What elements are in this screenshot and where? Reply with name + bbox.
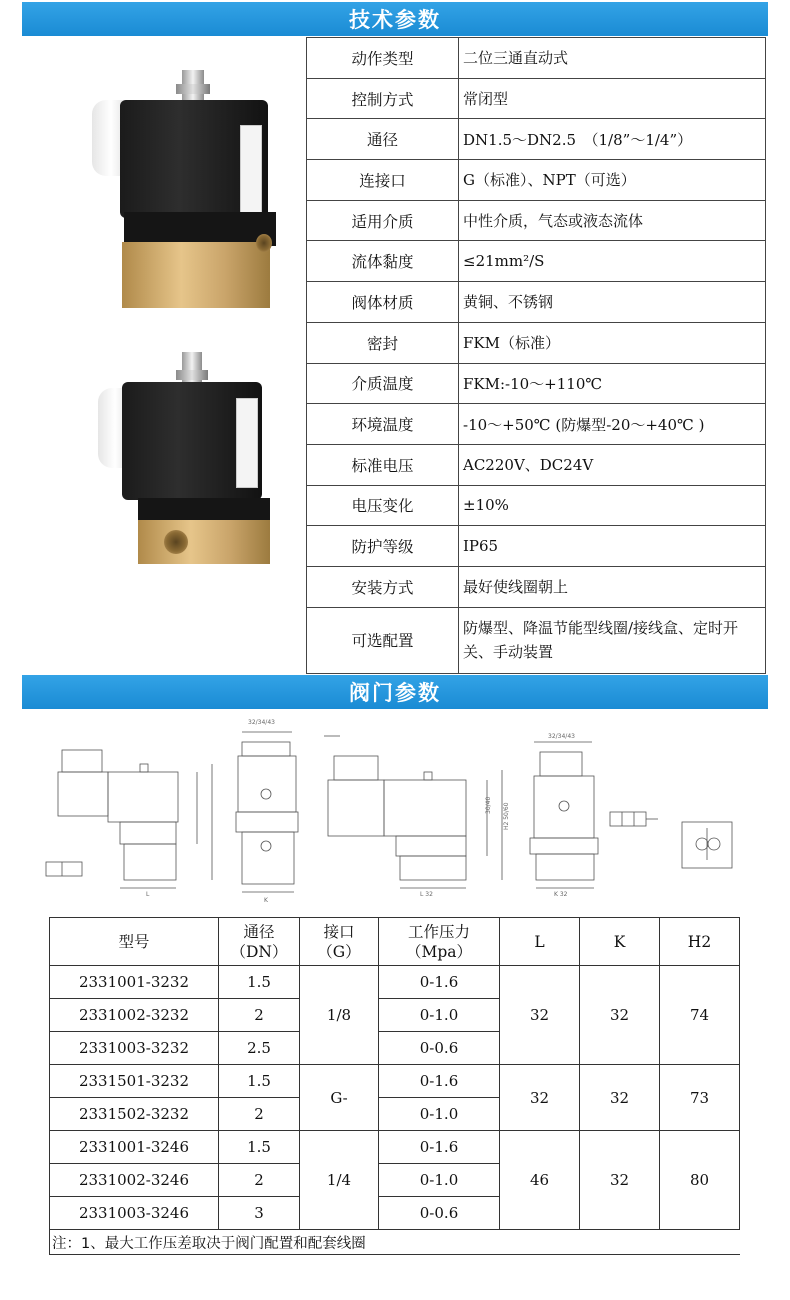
- spec-key: 连接口: [307, 160, 459, 201]
- cell-model: 2331002-3232: [50, 999, 219, 1032]
- tech-params-banner: [22, 2, 768, 36]
- spec-value: G（标准）、NPT（可选）: [459, 160, 766, 201]
- drawing-front-view-2: [530, 742, 598, 888]
- col-k: K: [580, 918, 660, 966]
- spec-row: [307, 241, 766, 282]
- product-photo-bottom: [98, 352, 298, 582]
- table-row: [50, 1131, 740, 1164]
- spec-row: [307, 200, 766, 241]
- spec-key: 阀体材质: [307, 282, 459, 323]
- cell-pressure: 0-1.6: [379, 966, 500, 999]
- drawing-bottom-view: [682, 822, 732, 868]
- drawing-label-h1: 30/40: [485, 796, 492, 814]
- spec-row: [307, 119, 766, 160]
- table-row: [50, 966, 740, 999]
- model-table-header: [50, 918, 740, 966]
- cell-pressure: 0-1.0: [379, 1164, 500, 1197]
- spec-row: [307, 404, 766, 445]
- spec-key: 密封: [307, 322, 459, 363]
- cell-h2: 80: [660, 1131, 740, 1230]
- spec-key: 流体黏度: [307, 241, 459, 282]
- drawing-label-k32: K 32: [554, 891, 568, 898]
- cell-model: 2331501-3232: [50, 1065, 219, 1098]
- drawing-label-l: L: [146, 891, 150, 898]
- cell-pressure: 0-1.6: [379, 1131, 500, 1164]
- table-note: 注：1、最大工作压差取决于阀门配置和配套线圈: [50, 1230, 740, 1255]
- col-dn: 通径 （DN）: [219, 918, 300, 966]
- drawing-side-view-1: [46, 750, 212, 888]
- drawing-svg: [22, 710, 768, 910]
- spec-key: 防护等级: [307, 526, 459, 567]
- cell-model: 2331001-3232: [50, 966, 219, 999]
- valve-params-banner: [22, 675, 768, 709]
- cell-dn: 1.5: [219, 1065, 300, 1098]
- cell-port: 1/4: [300, 1131, 379, 1230]
- spec-row: [307, 282, 766, 323]
- spec-row: [307, 38, 766, 79]
- cell-port: G-: [300, 1065, 379, 1131]
- cell-k: 32: [580, 1065, 660, 1131]
- spec-value: -10～+50℃ (防爆型-20～+40℃ ): [459, 404, 766, 445]
- cell-pressure: 0-0.6: [379, 1197, 500, 1230]
- col-h2: H2: [660, 918, 740, 966]
- spec-key: 通径: [307, 119, 459, 160]
- spec-value: FKM:-10～+110℃: [459, 363, 766, 404]
- spec-key: 动作类型: [307, 38, 459, 79]
- spec-row: [307, 363, 766, 404]
- spec-key: 标准电压: [307, 444, 459, 485]
- spec-key: 介质温度: [307, 363, 459, 404]
- spec-row: [307, 78, 766, 119]
- spec-row: [307, 566, 766, 607]
- spec-key: 电压变化: [307, 485, 459, 526]
- cell-dn: 2: [219, 1164, 300, 1197]
- cell-dn: 1.5: [219, 966, 300, 999]
- col-pressure: 工作压力 （Mpa）: [379, 918, 500, 966]
- spec-row: [307, 485, 766, 526]
- cell-h2: 74: [660, 966, 740, 1065]
- spec-key: 可选配置: [307, 607, 459, 673]
- spec-value: FKM（标准）: [459, 322, 766, 363]
- cell-model: 2331003-3246: [50, 1197, 219, 1230]
- cell-pressure: 0-1.6: [379, 1065, 500, 1098]
- cell-pressure: 0-1.0: [379, 1098, 500, 1131]
- drawing-label-dim1: 32/34/43: [248, 719, 275, 726]
- drawing-label-h2: H2 50/60: [503, 802, 510, 830]
- spec-value: ±10%: [459, 485, 766, 526]
- spec-value: DN1.5～DN2.5 （1/8”～1/4”）: [459, 119, 766, 160]
- cell-dn: 3: [219, 1197, 300, 1230]
- table-note-row: [50, 1230, 740, 1255]
- spec-value: 防爆型、降温节能型线圈/接线盒、定时开关、手动装置: [459, 607, 766, 673]
- drawing-label-k: K: [264, 897, 268, 904]
- drawing-label-dim2: 32/34/43: [548, 733, 575, 740]
- cell-dn: 2: [219, 1098, 300, 1131]
- spec-value: AC220V、DC24V: [459, 444, 766, 485]
- cell-model: 2331002-3246: [50, 1164, 219, 1197]
- spec-row: [307, 160, 766, 201]
- drawing-label-l32: L 32: [420, 891, 433, 898]
- valve-params-title: 阀门参数: [349, 681, 441, 705]
- cell-dn: 2.5: [219, 1032, 300, 1065]
- cell-dn: 2: [219, 999, 300, 1032]
- spec-row: [307, 526, 766, 567]
- cell-dn: 1.5: [219, 1131, 300, 1164]
- spec-value: 中性介质，气态或液态流体: [459, 200, 766, 241]
- spec-key: 环境温度: [307, 404, 459, 445]
- spec-row: [307, 322, 766, 363]
- cell-l: 32: [500, 1065, 580, 1131]
- tech-params-title: 技术参数: [349, 8, 441, 32]
- col-model: 型号: [50, 918, 219, 966]
- spec-value: 黄铜、不锈钢: [459, 282, 766, 323]
- spec-table: [306, 37, 766, 674]
- cell-k: 32: [580, 966, 660, 1065]
- cell-model: 2331003-3232: [50, 1032, 219, 1065]
- spec-key: 适用介质: [307, 200, 459, 241]
- drawing-side-view-2: [324, 736, 502, 888]
- spec-row: [307, 444, 766, 485]
- spec-row: [307, 607, 766, 673]
- cell-pressure: 0-0.6: [379, 1032, 500, 1065]
- table-row: [50, 1065, 740, 1098]
- cell-pressure: 0-1.0: [379, 999, 500, 1032]
- dimension-drawings: [22, 710, 768, 910]
- cell-k: 32: [580, 1131, 660, 1230]
- spec-value: 最好使线圈朝上: [459, 566, 766, 607]
- product-photo-top: [92, 70, 292, 310]
- drawing-front-view-1: [236, 732, 298, 892]
- col-port: 接口 （G）: [300, 918, 379, 966]
- model-table: [49, 917, 740, 1255]
- drawing-symbol: [610, 812, 658, 826]
- cell-l: 46: [500, 1131, 580, 1230]
- spec-value: IP65: [459, 526, 766, 567]
- col-l: L: [500, 918, 580, 966]
- spec-value: ≤21mm²/S: [459, 241, 766, 282]
- cell-model: 2331502-3232: [50, 1098, 219, 1131]
- spec-key: 安装方式: [307, 566, 459, 607]
- spec-value: 二位三通直动式: [459, 38, 766, 79]
- cell-l: 32: [500, 966, 580, 1065]
- spec-value: 常闭型: [459, 78, 766, 119]
- cell-port: 1/8: [300, 966, 379, 1065]
- cell-model: 2331001-3246: [50, 1131, 219, 1164]
- spec-key: 控制方式: [307, 78, 459, 119]
- cell-h2: 73: [660, 1065, 740, 1131]
